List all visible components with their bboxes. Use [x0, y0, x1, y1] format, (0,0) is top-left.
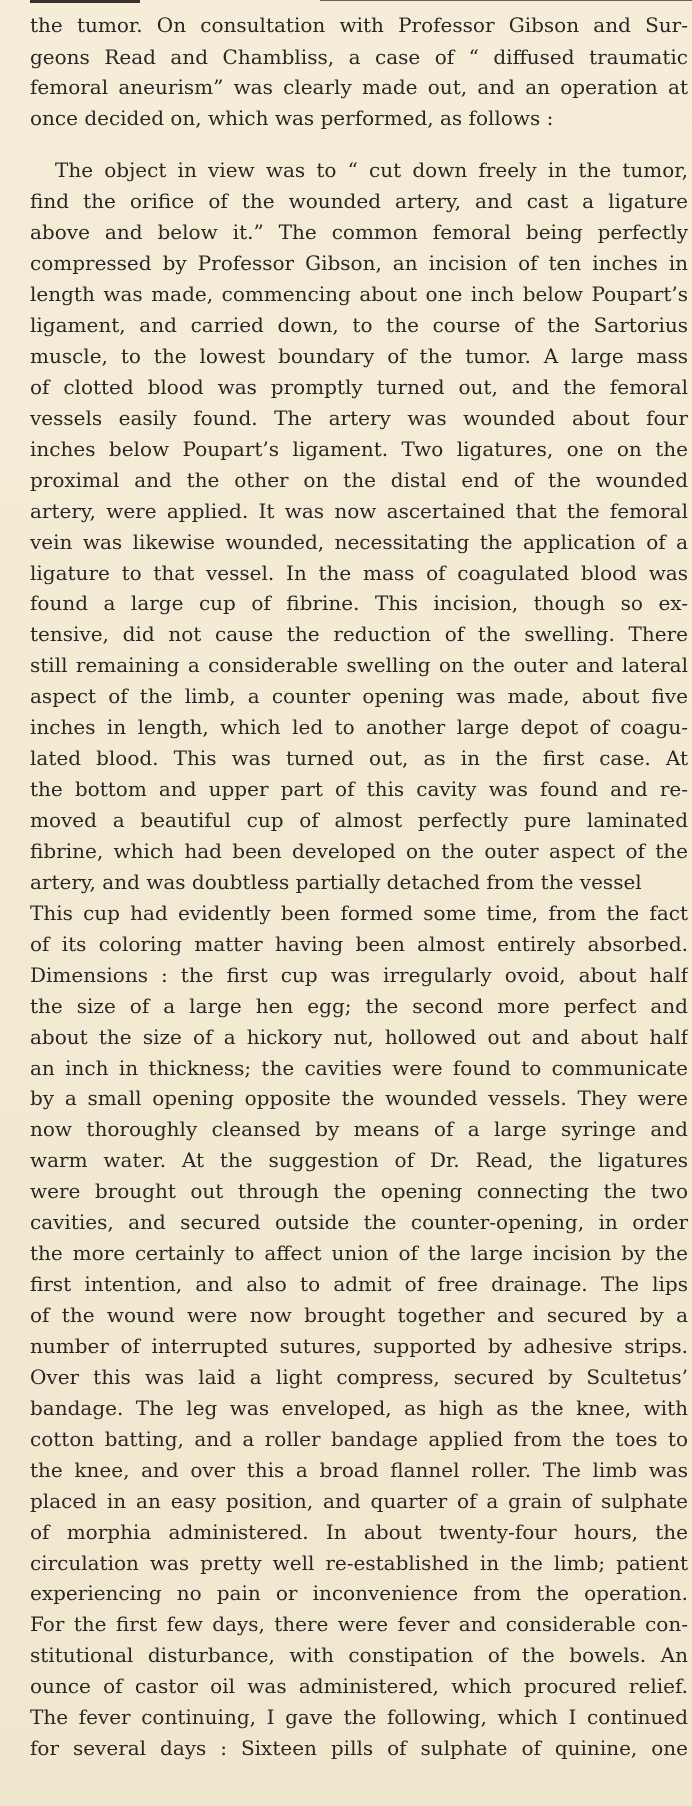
text-line: ounce of castor oil was administered, which procured relief.: [30, 1674, 688, 1699]
text-line: circulation was pretty well re-established in the limb; patient: [30, 1550, 688, 1575]
text-line: muscle, to the lowest boundary of the tumor. A large mass: [30, 343, 688, 368]
text-line: fibrine, which had been developed on the outer aspect of the: [30, 838, 688, 863]
text-line: number of interrupted sutures, supported by adhesive strips.: [30, 1333, 688, 1358]
text-line: the size of a large hen egg; the second more perfect and: [30, 993, 688, 1018]
text-line: ligament, and carried down, to the course of the Sartorius: [30, 313, 688, 337]
text-line: stitutional disturbance, with constipation of the bowels. An: [30, 1643, 688, 1668]
text-line: the knee, and over this a broad flannel roller. The limb was: [30, 1457, 688, 1482]
text-line: of clotted blood was promptly turned out, and the femoral: [30, 374, 688, 399]
text-line: ligature to that vessel. In the mass of coagulated blood was: [30, 560, 688, 585]
text-line: first intention, and also to admit of free drainage. The lips: [30, 1272, 688, 1297]
text-line: bandage. The leg was enveloped, as high as the knee, with: [30, 1395, 688, 1420]
top-rule: [0, 0, 692, 4]
text-line: aspect of the limb, a counter opening was made, about five: [30, 684, 688, 709]
text-line: the bottom and upper part of this cavity was found and re-: [30, 777, 688, 802]
paragraph-gap: [30, 134, 688, 155]
text-line: still remaining a considerable swelling on the outer and lateral: [30, 653, 688, 678]
text-line: The fever continuing, I gave the following, which I continued: [30, 1705, 688, 1730]
text-line: cotton batting, and a roller bandage applied from the toes to: [30, 1426, 688, 1451]
text-line: about the size of a hickory nut, hollowed out and about half: [30, 1024, 688, 1049]
text-line: placed in an easy position, and quarter of a grain of sulphate: [30, 1488, 688, 1513]
text-line: now thoroughly cleansed by means of a large syringe and: [30, 1117, 688, 1142]
top-rule-thick-segment: [30, 0, 140, 3]
text-line: find the orifice of the wounded artery, and cast a ligature: [30, 189, 688, 214]
text-line: Over this was laid a light compress, secured by Scultetus’: [30, 1364, 688, 1389]
text-line: proximal and the other on the distal end of the wounded: [30, 467, 688, 492]
text-line: once decided on, which was performed, as follows :: [30, 106, 554, 131]
text-line: geons Read and Chambliss, a case of “ diffused traumatic: [30, 44, 688, 69]
text-line: by a small opening opposite the wounded vessels. They were: [30, 1086, 688, 1111]
text-line: inches below Poupart’s ligament. Two ligatures, one on the: [30, 436, 688, 461]
top-rule-thin-segment: [320, 0, 692, 1]
text-line: moved a beautiful cup of almost perfectly pure laminated: [30, 808, 688, 832]
text-line: tensive, did not cause the reduction of the swelling. There: [30, 622, 688, 647]
paragraph-1: [30, 10, 688, 134]
text-line: cavities, and secured outside the counter-opening, in order: [30, 1210, 688, 1235]
text-line: artery, and was doubtless partially detached from the vessel: [30, 869, 642, 894]
text-line: the more certainly to affect union of the large incision by the: [30, 1241, 688, 1266]
text-line: an inch in thickness; the cavities were found to communicate: [30, 1055, 688, 1080]
text-line: lated blood. This was turned out, as in the first case. At: [30, 746, 688, 771]
text-line: for several days : Sixteen pills of sulphate of quinine, one: [30, 1736, 688, 1761]
text-line: artery, were applied. It was now ascertained that the femoral: [30, 498, 688, 523]
text-line: the tumor. On consultation with Professor Gibson and Sur-: [30, 13, 688, 37]
text-line: inches in length, which led to another large depot of coagu-: [30, 715, 688, 740]
text-line: found a large cup of fibrine. This incision, though so ex-: [30, 591, 688, 616]
text-line: experiencing no pain or inconvenience from the operation.: [30, 1581, 688, 1606]
text-line: vein was likewise wounded, necessitating the application of a: [30, 529, 688, 554]
text-line: The object in view was to “ cut down freely in the tumor,: [55, 158, 688, 183]
text-line: above and below it.” The common femoral being perfectly: [30, 220, 688, 245]
text-line: were brought out through the opening connecting the two: [30, 1179, 688, 1204]
text-line: Dimensions : the first cup was irregularly ovoid, about half: [30, 962, 688, 987]
text-line: of its coloring matter having been almost entirely absorbed.: [30, 931, 688, 956]
body-text: [30, 10, 688, 1764]
text-line: For the first few days, there were fever and considerable con-: [30, 1612, 688, 1637]
text-line: compressed by Professor Gibson, an incision of ten inches in: [30, 251, 688, 276]
paragraph-2: [30, 155, 688, 1764]
text-line: vessels easily found. The artery was wounded about four: [30, 405, 688, 430]
text-line: This cup had evidently been formed some time, from the fact: [30, 900, 688, 925]
text-line: of the wound were now brought together and secured by a: [30, 1303, 688, 1327]
text-line: length was made, commencing about one inch below Poupart’s: [30, 282, 688, 307]
text-line: femoral aneurism” was clearly made out, and an operation at: [30, 75, 688, 100]
text-line: warm water. At the suggestion of Dr. Read, the ligatures: [30, 1148, 688, 1173]
text-line: of morphia administered. In about twenty-four hours, the: [30, 1519, 688, 1544]
